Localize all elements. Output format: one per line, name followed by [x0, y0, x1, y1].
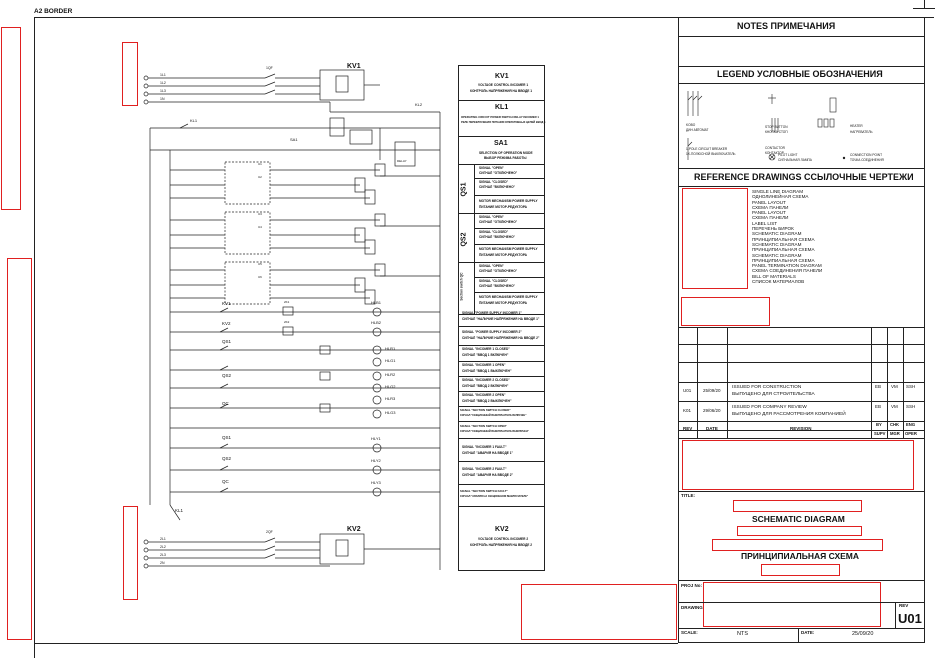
redaction-box — [681, 297, 770, 326]
reference-item: СХЕМА ПАНЕЛИ — [752, 215, 789, 221]
sheet-right-edge — [924, 0, 925, 8]
qc-tag: Section switch QC — [459, 272, 464, 301]
date-label: DATE: — [801, 630, 815, 635]
sa1-label: SA1 — [290, 137, 298, 142]
relay-label: U4 — [258, 225, 262, 229]
signal-table-divider — [474, 277, 545, 278]
revision-header-rev: REV — [683, 426, 693, 431]
notes-title: NOTES ПРИМЕЧАНИЯ — [737, 21, 836, 31]
panel-divider — [678, 186, 925, 187]
signal-row-en: SIGNAL "INCOMER 1 OPEN" — [462, 363, 506, 367]
redaction-box — [761, 564, 840, 576]
signal-row-ru: СИГНАЛ "НАЛИЧИЕ НАПРЯЖЕНИЯ НА ВВОДЕ 1" — [462, 317, 540, 321]
panel-divider — [678, 168, 925, 169]
qs1-line: SIGNAL "OPEN" — [479, 166, 504, 170]
signal-row-ru: СИГНАЛ "НАЛИЧИЕ НАПРЯЖЕНИЯ НА ВВОДЕ 2" — [462, 336, 540, 340]
revision-date: 29/06/20 — [703, 408, 721, 413]
qs1-line: ПИТАНИЕ МОТОР-РЕДУКТОРА — [479, 205, 527, 209]
device-label: QC — [222, 479, 229, 484]
signal-table-divider — [458, 376, 545, 377]
qs2-line: СИГНАЛ "ОТКЛЮЧЕНО" — [479, 220, 518, 224]
reference-item: ПРИНЦИПИАЛЬНАЯ СХЕМА — [752, 247, 815, 253]
reference-item: SCHEMATIC DIAGRAM — [752, 252, 802, 258]
panel-divider — [678, 580, 925, 581]
panel-divider — [895, 602, 896, 628]
reference-item: SINGLE LINE DIAGRAM — [752, 189, 804, 194]
drawing-title-en: SCHEMATIC DIAGRAM — [752, 514, 845, 524]
qc-line: СИГНАЛ "ВКЛЮЧЕНО" — [479, 284, 516, 288]
phase-label: 1N — [160, 97, 165, 101]
relay-label: U5 — [258, 262, 262, 266]
sheet-corner-tick — [913, 8, 935, 9]
revision-header-chk: CHK — [890, 422, 900, 427]
signal-table-divider — [458, 213, 545, 214]
phase-label: 2L2 — [160, 545, 166, 549]
revision-desc-ru: ВЫПУЩЕНО ДЛЯ РАССМОТРЕНИЯ КОМПАНИЕЙ — [732, 412, 846, 417]
lamp-label: HLR2 — [385, 372, 396, 377]
lamp-label: HLY3 — [371, 480, 381, 485]
panel-divider — [678, 602, 925, 603]
sheet-bottom-line — [34, 643, 678, 644]
qc-line: MOTOR MECHANISM POWER SUPPLY — [479, 295, 538, 299]
signal-row-en: SIGNAL "INCOMER 1 CLOSED" — [462, 347, 510, 351]
phase-label: 1L2 — [160, 81, 166, 85]
redaction-box — [712, 539, 883, 551]
revision-by: EB — [875, 384, 882, 389]
signal-table-divider — [458, 361, 545, 362]
qs2-tag: QS2 — [460, 232, 468, 247]
drawing-title-ru: ПРИНЦИПИАЛЬНАЯ СХЕМА — [741, 551, 859, 561]
device-label: KV1 — [222, 301, 231, 306]
panel-divider — [678, 491, 925, 492]
phase-label: 1L1 — [160, 73, 166, 77]
signal-table-divider — [474, 292, 545, 293]
reference-item: SCHEMATIC DIAGRAM — [752, 241, 802, 247]
reference-list — [752, 189, 872, 284]
redaction-box — [521, 584, 677, 640]
rev-label: REV — [899, 603, 909, 608]
device-label: QS1 — [222, 435, 232, 440]
device-label: QS2 — [222, 456, 232, 461]
signal-table-divider — [474, 244, 545, 245]
kv2-en: VOLTAGE CONTROL INCOMER 2 — [478, 537, 529, 541]
revision-header-mgr: MGR — [890, 431, 900, 436]
signal-table-divider — [458, 345, 545, 346]
relay-label: U6 — [258, 275, 262, 279]
signal-table-divider — [458, 406, 545, 407]
signal-row-ru: СИГНАЛ "ВВОД 2 ВЫКЛЮЧЕН" — [462, 399, 512, 403]
redaction-box — [733, 500, 862, 512]
revision-header-by: BY — [876, 422, 882, 427]
title-label: TITLE: — [681, 493, 695, 498]
legend-item-ru: 1Х-ПОЛЮСНОЙ ВЫКЛЮЧАТЕЛЬ — [686, 152, 736, 156]
revision-grid — [903, 327, 904, 438]
revision-grid — [678, 438, 925, 439]
lamp-label: HLR3 — [385, 396, 396, 401]
reference-title: REFERENCE DRAWINGS ССЫЛОЧНЫЕ ЧЕРТЕЖИ — [694, 172, 914, 182]
legend-item-en: STOP BUTTON — [765, 125, 788, 129]
kv1-label: KV1 — [347, 63, 361, 70]
kl1-label: KL1 — [190, 118, 198, 123]
signal-table-divider — [474, 195, 545, 196]
signal-row-ru: СИГНАЛ "ВВОД 1 ВКЛЮЧЕН" — [462, 353, 509, 357]
kv1-en: VOLTAGE CONTROL INCOMER 1 — [478, 83, 529, 87]
sa1-ru: ВЫБОР РЕЖИМА РАБОТЫ — [484, 156, 527, 160]
qc-line: SIGNAL "CLOSED" — [479, 279, 509, 283]
panel-divider — [678, 628, 925, 629]
signal-table-divider — [458, 484, 545, 485]
signal-row-en: SIGNAL "SECTION SWITCH FAULT" — [460, 489, 508, 493]
relay-label: U2 — [258, 175, 262, 179]
revision-grid — [887, 327, 888, 438]
qf2-label: 2QF — [266, 530, 273, 534]
qs1-tag: QS1 — [460, 182, 468, 197]
qc-line: SIGNAL "OPEN" — [479, 264, 504, 268]
reference-item: ПРИНЦИПИАЛЬНАЯ СХЕМА — [752, 257, 815, 263]
signal-row-en: SIGNAL "POWER SUPPLY INCOMER 1" — [462, 311, 522, 315]
legend-item-ru: КНОПКА СТОП — [765, 130, 788, 134]
revision-grid — [727, 327, 728, 438]
revision-header-oper: OPER — [905, 431, 917, 436]
signal-row-ru: СИГНАЛ "АВАРИЯ НА ВВОДЕ 1" — [462, 451, 514, 455]
revision-desc-en: ISSUED FOR COMPANY REVIEW — [732, 405, 807, 410]
kl1-ru: РЕЛЕ ПЕРЕКЛЮЧЕНИЯ ПИТАНИЯ ОПЕРАТИВНЫХ ЦЕПЕЙ ВВОД 1 — [461, 121, 546, 124]
kv2-ru: КОНТРОЛЬ НАПРЯЖЕНИЯ НА ВВОДЕ 2 — [470, 543, 533, 547]
revision-chk: VM — [891, 404, 898, 409]
device-label: KL1 — [175, 508, 184, 513]
lamp-label: HLG1 — [385, 358, 396, 363]
signal-row-ru: СИГНАЛ "СЕКЦИОННЫЙ ВЫКЛЮЧАТЕЛЬ ВЫКЛЮЧЕН" — [460, 430, 529, 433]
lamp-label: HLY2 — [371, 458, 381, 463]
relay-label: U1 — [258, 162, 262, 166]
revision-header-supv: SUPV — [874, 431, 886, 436]
qs2-line: SIGNAL "CLOSED" — [479, 230, 509, 234]
qs2-line: SIGNAL "OPEN" — [479, 215, 504, 219]
sheet-border-label: A2 BORDER — [34, 8, 73, 15]
drawing-label: DRAWING — [681, 605, 703, 610]
kl2-label: KL2 — [415, 102, 423, 107]
lamp-label: HLB1 — [371, 300, 382, 305]
signal-table-divider — [458, 100, 545, 101]
signal-row-ru: СИГНАЛ "АВАРИЯ НА ВВОДЕ 2" — [462, 473, 514, 477]
reference-item: СХЕМА СОЕДИНЕНИЯ ПАНЕЛИ — [752, 268, 823, 274]
reference-item: ПРИНЦИПИАЛЬНАЯ СХЕМА — [752, 236, 815, 242]
qc-line: СИГНАЛ "ОТКЛЮЧЕНО" — [479, 269, 518, 273]
legend-item-ru: ТОЧКА СОЕДИНЕНИЯ — [850, 158, 884, 162]
signal-row-en: SIGNAL "INCOMER 2 FAULT" — [462, 467, 507, 471]
phase-label: 2L3 — [160, 553, 166, 557]
scale-label: SCALE: — [681, 630, 698, 635]
device-label: KV2 — [222, 321, 231, 326]
qs1-line: SIGNAL "CLOSED" — [479, 180, 509, 184]
revision-eng: SSH — [906, 404, 916, 409]
legend-item-ru: КОНТАКТОР — [765, 151, 784, 155]
panel-divider — [678, 36, 925, 37]
qs2-line: ПИТАНИЕ МОТОР-РЕДУКТОРА — [479, 253, 527, 257]
revision-desc-ru: ВЫПУЩЕНО ДЛЯ СТРОИТЕЛЬСТВА — [732, 392, 815, 397]
qs1-line: MOTOR MECHANISM POWER SUPPLY — [479, 199, 538, 203]
signal-table-divider — [474, 228, 545, 229]
reference-item: PANEL TERMINATION DIAGRAM — [752, 263, 822, 269]
device-label: QC — [222, 401, 229, 406]
reference-item: PANEL LAYOUT — [752, 199, 786, 205]
signal-table-divider — [458, 506, 545, 507]
legend-item-en: KOBO — [686, 123, 696, 127]
revision-rev: U01 — [683, 388, 692, 393]
lamp-label: HLR1 — [385, 346, 396, 351]
legend-item-en: 1-POLE CIRCUIT BREAKER — [686, 147, 728, 151]
lamp-label: HLG3 — [385, 410, 396, 415]
phase-label: 2N — [160, 561, 165, 565]
signal-table-divider — [458, 164, 545, 165]
reference-item: ПЕРЕЧЕНЬ БИРОК — [752, 226, 794, 232]
signal-table-divider — [458, 391, 545, 392]
kl1-tag: KL1 — [495, 104, 509, 111]
revision-date: 25/09/20 — [703, 388, 721, 393]
relay-label: U3 — [258, 212, 262, 216]
rev-value: U01 — [898, 611, 922, 626]
delay-label: DELAY — [397, 159, 407, 163]
kv2-label: KV2 — [347, 526, 361, 533]
signal-table-divider — [458, 136, 545, 137]
kl1-en: OPERATING CIRCUIT POWER SWITCH RELAY INCOMER 1 — [461, 115, 539, 119]
signal-row-en: SIGNAL "INCOMER 2 OPEN" — [462, 393, 506, 397]
reference-item: LABEL LIST — [752, 220, 778, 226]
kv1-ru: КОНТРОЛЬ НАПРЯЖЕНИЯ НА ВВОДЕ 1 — [470, 89, 533, 93]
date-value: 25/09/20 — [852, 631, 874, 637]
signal-table-divider — [458, 421, 545, 422]
signal-row-en: SIGNAL "INCOMER 2 CLOSED" — [462, 378, 510, 382]
reference-item: PANEL LAYOUT — [752, 210, 786, 216]
legend-item-en: PILOT LIGHT — [778, 153, 798, 157]
device-label: QS2 — [222, 373, 232, 378]
relay-small-label: 2K1 — [284, 300, 290, 304]
redaction-box — [703, 582, 881, 627]
signal-row-en: SIGNAL "SECTION SWITCH OPEN" — [460, 424, 507, 428]
legend-item-en: CONTACTOR — [765, 146, 785, 150]
proj-label: PROJ No: — [681, 583, 703, 588]
signal-row-ru: СИГНАЛ "СЕКЦИОННЫЙ ВЫКЛЮЧАТЕЛЬ ВКЛЮЧЕН" — [460, 414, 527, 417]
qs2-line: СИГНАЛ "ВКЛЮЧЕНО" — [479, 235, 516, 239]
lamp-label: HLG2 — [385, 384, 396, 389]
signal-row-ru: СИГНАЛ "ВВОД 2 ВКЛЮЧЕН" — [462, 384, 509, 388]
reference-item: СХЕМА ПАНЕЛИ — [752, 204, 789, 210]
qc-line: ПИТАНИЕ МОТОР-РЕДУКТОРА — [479, 301, 527, 305]
legend-item-ru: НАГРЕВАТЕЛЬ — [850, 130, 873, 134]
signal-row-ru: СИГНАЛ "АВАРИЯ НА СЕКЦИОННОМ ВЫКЛЮЧАТЕЛЕ" — [460, 495, 529, 498]
revision-chk: VM — [891, 384, 898, 389]
panel-divider — [678, 66, 925, 67]
phase-label: 2L1 — [160, 537, 166, 541]
legend-item-ru: ДИН АВТОМАТ — [686, 128, 709, 132]
revision-header-date: DATE — [706, 426, 718, 431]
revision-desc-en: ISSUED FOR CONSTRUCTION — [732, 385, 802, 390]
signal-table-divider — [458, 326, 545, 327]
revision-rev: K01 — [683, 408, 692, 413]
signal-table-divider — [458, 438, 545, 439]
redaction-box — [737, 526, 862, 536]
reference-item: ОДНОЛИНЕЙНАЯ СХЕМА — [752, 194, 809, 200]
lamp-label: HLB2 — [371, 320, 382, 325]
qf1-label: 1QF — [266, 66, 273, 70]
phase-label: 1L3 — [160, 89, 166, 93]
signal-row-ru: СИГНАЛ "ВВОД 1 ВЫКЛЮЧЕН" — [462, 369, 512, 373]
revision-header-revision: REVISION — [790, 426, 812, 431]
revision-eng: SSH — [906, 384, 916, 389]
panel-divider — [678, 83, 925, 84]
qs1-line: СИГНАЛ "ВКЛЮЧЕНО" — [479, 185, 516, 189]
sa1-tag: SA1 — [494, 140, 508, 147]
signal-row-en: SIGNAL "INCOMER 1 FAULT" — [462, 445, 507, 449]
legend-item-en: HEATER — [850, 124, 863, 128]
legend-item-ru: СИГНАЛЬНАЯ ЛАМПА — [778, 158, 812, 162]
panel-divider — [798, 628, 799, 643]
reference-item: SCHEMATIC DIAGRAM — [752, 231, 802, 237]
qs1-line: СИГНАЛ "ОТКЛЮЧЕНО" — [479, 171, 518, 175]
kv2-tag: KV2 — [495, 526, 509, 533]
signal-row-en: SIGNAL "SECTION SWITCH CLOSED" — [460, 408, 511, 412]
redaction-box — [682, 188, 748, 289]
signal-table-divider — [458, 461, 545, 462]
qs2-line: MOTOR MECHANISM POWER SUPPLY — [479, 247, 538, 251]
revision-grid — [871, 327, 872, 438]
revision-by: EB — [875, 404, 882, 409]
kv1-tag: KV1 — [495, 73, 509, 80]
signal-table-divider — [458, 262, 545, 263]
device-label: QS1 — [222, 339, 232, 344]
reference-item: СПИСОК МАТЕРИАЛОВ — [752, 279, 805, 285]
relay-small-label: 2K2 — [284, 320, 290, 324]
revision-grid — [697, 327, 698, 438]
signal-table-divider — [474, 178, 545, 179]
reference-item: BILL OF MATERIALS — [752, 273, 796, 279]
scale-value: NTS — [737, 631, 748, 637]
legend-item-en: CONNECTION POINT — [850, 153, 883, 157]
lamp-label: HLY1 — [371, 436, 381, 441]
legend-title: LEGEND УСЛОВНЫЕ ОБОЗНАЧЕНИЯ — [717, 69, 883, 79]
signal-row-en: SIGNAL "POWER SUPPLY INCOMER 2" — [462, 330, 522, 334]
revision-header-eng: ENG — [906, 422, 916, 427]
redaction-box — [682, 440, 914, 490]
sa1-en: SELECTION OF OPERATION MODE — [479, 151, 533, 155]
